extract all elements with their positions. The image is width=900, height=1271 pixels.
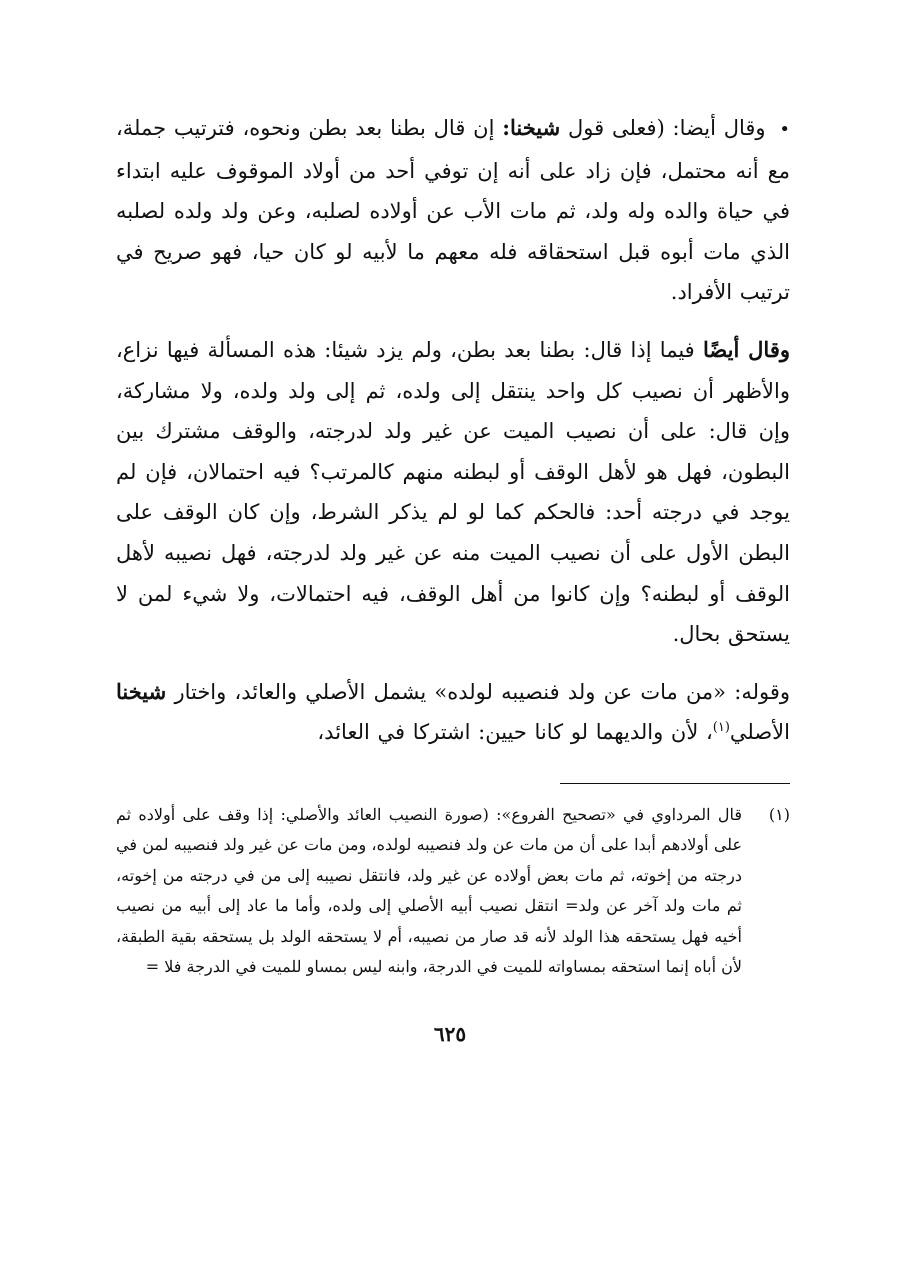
paragraph-1-rest: إن قال بطنا بعد بطن ونحوه، فترتيب جملة، مع أنه محتمل، فإن زاد على أنه إن توفي أحد من أولاد الموقوف عليه ابتداء في حياة والده وله ولد، ثم مات الأب عن أولاده لصلبه، وعن ولد ولده لصلبه الذي مات أبوه قبل استحقاقه فله معهم ما لأبيه لو كان حيا، فهو صريح في ترتيب الأفراد. (116, 116, 790, 305)
footnote-reference[interactable]: (١) (712, 720, 730, 736)
main-text (116, 108, 790, 753)
paragraph-2 (116, 330, 790, 655)
page-number: ٦٢٥ (433, 1022, 467, 1046)
paragraph-3-rest: ، لأن والديهما لو كانا حيين: اشتركا في العائد، (317, 720, 713, 745)
paragraph-3 (116, 672, 790, 753)
paragraph-3-lead: وقوله: «من مات عن ولد فنصيبه لولده» يشمل الأصلي والعائد، واختار (174, 679, 790, 704)
footnote-divider (560, 783, 790, 784)
footnote-number: (١) (768, 804, 790, 824)
footnote-text: قال المرداوي في «تصحيح الفروع»: (صورة النصيب العائد والأصلي: إذا وقف على أولاده ثم على أولادهم أبدا على أن من مات عن ولد فنصيبه لولده، ومن مات عن غير ولد فنصيبه لمن في درجته من إخوته، ثم مات بعض أولاده عن غير ولد، فانتقل نصيبه إلى من في درجته من إخوته، ثم مات ولد آخر عن ولد= انتقل نصيب أبيه الأصلي إلى ولده، وأما ما عاد إلى أبيه من نصيب أخيه فهل يستحقه هذا الولد لأنه قد صار من نصيبه، أم لا يستحقه الولد بل يستحقه بقية الطبقة، لأن أباه إنما استحقه بمساواته للميت في الدرجة، وابنه ليس بمساو للميت في الدرجة فلا = (116, 804, 743, 977)
document-page (116, 108, 790, 1271)
paragraph-2-rest: فيما إذا قال: بطنا بعد بطن، ولم يزد شيئا: هذه المسألة فيها نزاع، والأظهر أن نصيب كل واحد ينتقل إلى ولده، ثم إلى ولد ولده، ولا مشاركة، وإن قال: على أن نصيب الميت عن غير ولد لدرجته، والوقف مشترك بين البطون، فهل هو لأهل الوقف أو لبطنه منهم كالمرتب؟ فيه احتمالان، فإن لم يوجد في درجته أحد: فالحكم كما لو لم يذكر الشرط، وإن كان الوقف على البطن الأول على أن نصيب الميت منه عن غير ولد لدرجته، فهل نصيبه لأهل الوقف أو لبطنه؟ وإن كانوا من أهل الوقف، فيه احتمالات، ولا شيء لمن لا يستحق بحال. (116, 337, 790, 647)
paragraph-3-bold: شيخنا (116, 678, 167, 704)
paragraph-1-lead: وقال أيضا: (فعلى قول (568, 116, 766, 140)
paragraph-1-bold: شيخنا: (502, 115, 561, 140)
footnote (116, 800, 790, 983)
paragraph-3-mid: الأصلي (729, 720, 790, 745)
paragraph-2-bold: وقال أيضًا (702, 336, 790, 362)
paragraph-1 (116, 108, 790, 313)
bullet-icon: • (779, 119, 790, 140)
